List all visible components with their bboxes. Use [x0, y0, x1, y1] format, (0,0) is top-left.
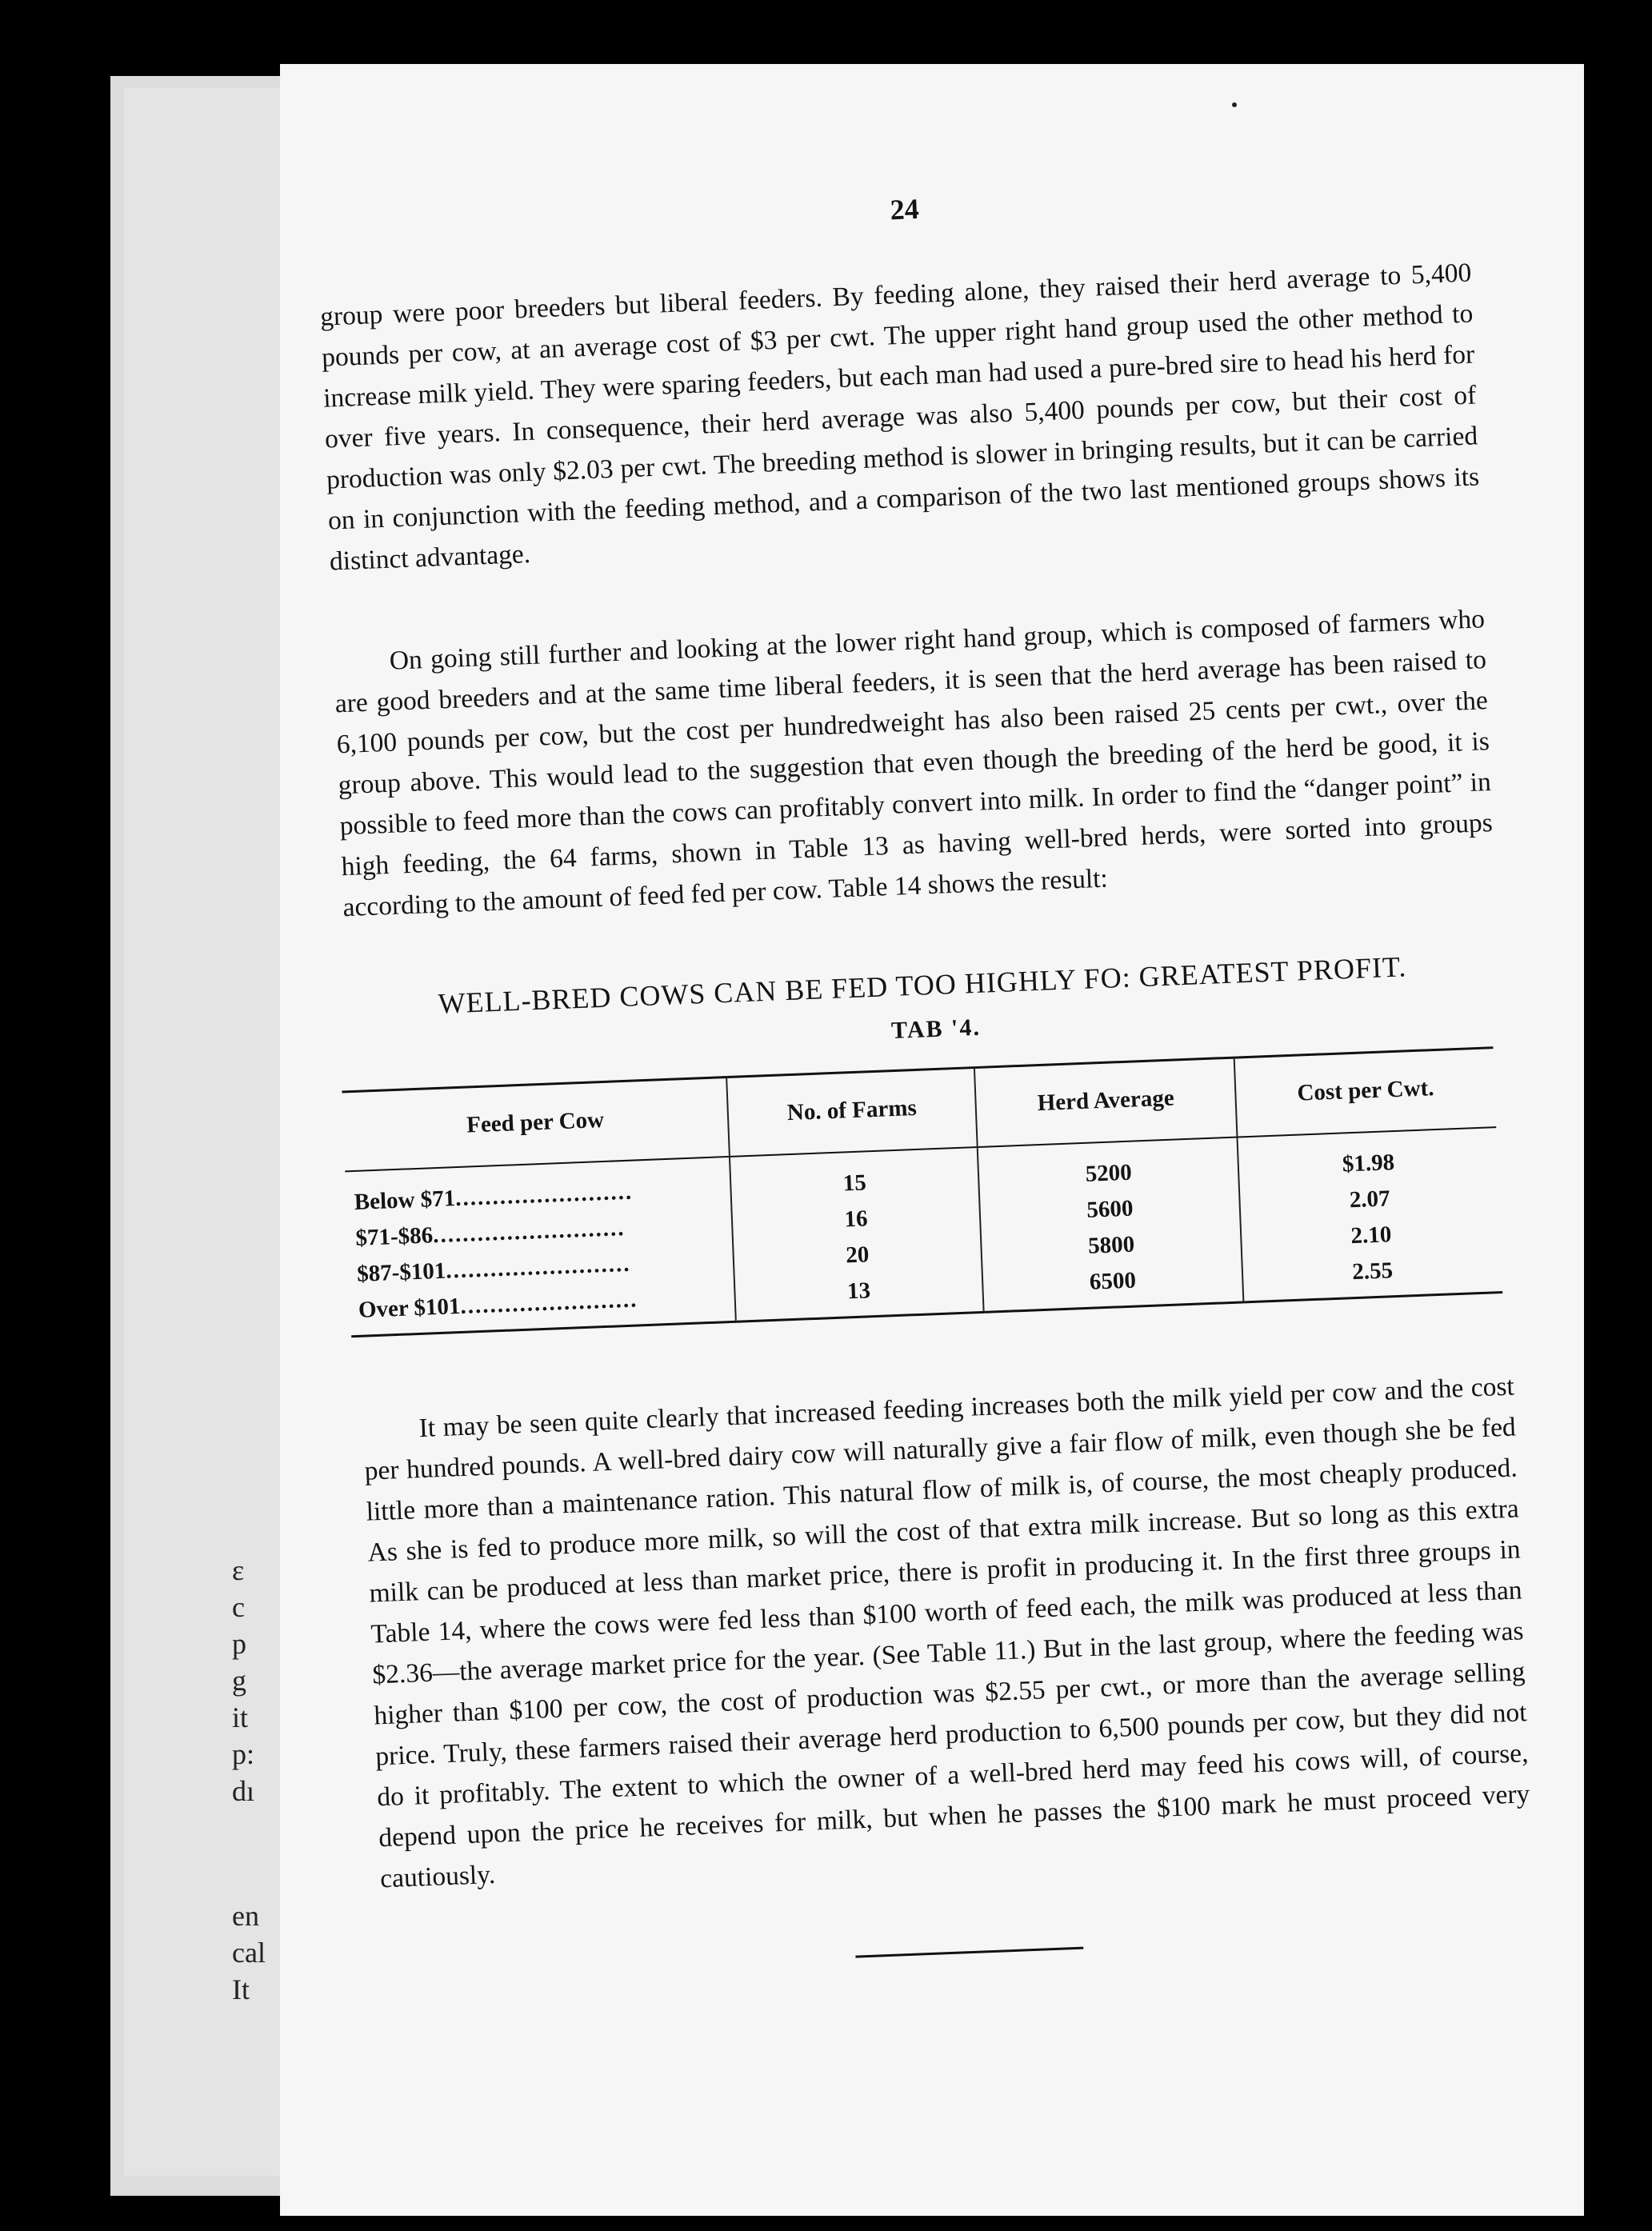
- cell-herd: 5800: [981, 1222, 1242, 1268]
- cell-farms: 20: [733, 1233, 982, 1278]
- paragraph-text: group were poor breeders but liberal feeders. By feeding alone, they raised their herd average to 5,400 pounds per cow, at an average cost of $3 per cwt. The upper right hand group used the other method to increase milk yield. They were sparing feeders, but each man had used a pure-bred sire to head his herd for over five years. In consequence, their herd average was also 5,400 pounds per cow, but their cost of production was only $2.03 per cwt. The breeding method is slower in bringing results, but it can be carried on in conjunction with the feeding method, and a comparison of the two last mentioned groups shows its distinct advantage.: [319, 258, 1480, 577]
- margin-fragment: p: [232, 1628, 246, 1660]
- paragraph-3: [362, 1366, 1532, 1900]
- header-cost: Cost per Cwt.: [1234, 1048, 1496, 1137]
- end-rule: [855, 1947, 1083, 1958]
- paragraph-text: It may be seen quite clearly that increased feeding increases both the milk yield per cow and the cost per hundred pounds. A well-bred dairy cow will naturally give a fair flow of milk, even though she be fed little more than a maintenance ration. This natural flow of milk is, of course, the most cheaply produced. As she is fed to produce more milk, so will the cost of that extra milk increase. But so long as this extra milk can be produced at less than market price, there is profit in producing it. In the first three groups in Table 14, where the cows were fed less than $100 worth of feed each, the milk was produced at less than $2.36—the average market price for the year. (See Table 11.) But in the last group, where the feeding was higher than $100 per cow, the cost of production was $2.55 per cwt., or more than the average selling price. Truly, these farmers raised their average herd production to 6,500 pounds per cow, but they did not do it profitably. The extent to which the owner of a well-bred herd may feed his cows will, of course, depend upon the price he receives for milk, but when he passes the $100 mark he must proceed very cautiously.: [363, 1371, 1530, 1894]
- document-page: [280, 64, 1584, 2216]
- table-label: TAB '4.: [890, 1014, 982, 1045]
- cell-herd: 5600: [979, 1186, 1241, 1232]
- header-feed: Feed per Cow: [342, 1078, 729, 1172]
- scan-speck: [1232, 102, 1237, 107]
- cell-herd: 6500: [982, 1258, 1244, 1312]
- margin-fragment: cal: [232, 1937, 266, 1969]
- page-content: [280, 64, 1584, 2216]
- page-number: 24: [889, 192, 920, 226]
- dot-leader: ........................: [459, 1286, 638, 1319]
- margin-fragment: it: [232, 1701, 249, 1733]
- margin-fragment: ɛ: [232, 1554, 245, 1586]
- margin-fragment: g: [232, 1665, 246, 1697]
- feed-label: Over $101: [358, 1293, 462, 1323]
- feed-label: $71-$86: [354, 1222, 434, 1251]
- paragraph-text: On going still further and looking at the lower right hand group, which is composed of farmers who are good breeders and at the same time liberal feeders, it is seen that the herd average has been raised to 6,100 pounds per cow, but the cost per hundredweight has also been raised 25 cents per cwt., over the group above. This would lead to the suggestion that even though the breeding of the herd be good, it is possible to feed more than the cows can profitably convert into milk. In order to find the “danger point” in high feeding, the 64 farms, shown in Table 13 as having well-bred herds, were sorted into groups according to the amount of feed fed per cow. Table 14 shows the result:: [334, 604, 1494, 923]
- cell-farms: 13: [734, 1269, 984, 1321]
- margin-fragment: en: [232, 1900, 259, 1932]
- margin-fragment: dı: [232, 1775, 255, 1807]
- margin-fragment: c: [232, 1591, 245, 1623]
- margin-fragment: p:: [232, 1738, 255, 1770]
- paragraph-1: [319, 253, 1482, 582]
- feed-label: $87-$101: [356, 1257, 446, 1287]
- margin-text-fragments: [232, 1554, 266, 2008]
- cell-cost: 2.55: [1242, 1249, 1503, 1302]
- header-farms: No. of Farms: [726, 1068, 978, 1157]
- header-herd: Herd Average: [974, 1058, 1238, 1147]
- paragraph-2: [333, 598, 1495, 928]
- cell-cost: 2.10: [1241, 1213, 1501, 1258]
- margin-fragment: It: [232, 1973, 250, 2005]
- table-title: WELL-BRED COWS CAN BE FED TOO HIGHLY FO: GREATEST PROFIT.: [437, 950, 1407, 1020]
- cell-farms: 15: [730, 1147, 979, 1206]
- cell-cost: 2.07: [1239, 1177, 1499, 1222]
- data-table: [342, 1046, 1502, 1337]
- cell-herd: 5200: [978, 1137, 1239, 1197]
- cell-cost: $1.98: [1238, 1127, 1498, 1186]
- dot-leader: ........................: [454, 1178, 634, 1212]
- dot-leader: .........................: [445, 1250, 632, 1284]
- cell-farms: 16: [731, 1197, 980, 1242]
- feed-label: Below $71: [354, 1185, 456, 1215]
- dot-leader: ..........................: [432, 1215, 626, 1249]
